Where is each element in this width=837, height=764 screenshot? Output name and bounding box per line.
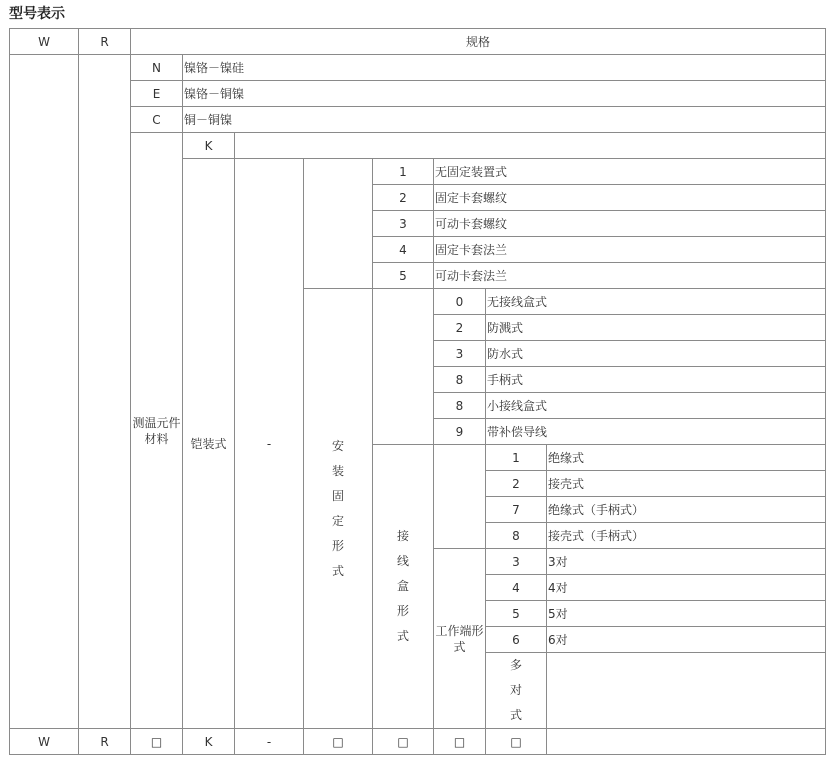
junction-box-code: 9 — [434, 419, 486, 445]
pairs-code: 3 — [486, 549, 547, 575]
junction-box-code: 2 — [434, 315, 486, 341]
pairs-empty-cell — [547, 653, 826, 729]
pairs-code: 4 — [486, 575, 547, 601]
working-end-label: 工作端形式 — [434, 549, 486, 729]
junction-box-name: 防水式 — [486, 341, 826, 367]
footer-empty-cell — [547, 729, 826, 755]
working-end-name: 接壳式（手柄式） — [547, 523, 826, 549]
footer-w: W — [10, 729, 79, 755]
mounting-spacer — [304, 159, 373, 289]
armor-empty-cell — [235, 133, 826, 159]
mounting-name: 固定卡套法兰 — [434, 237, 826, 263]
mounting-code: 3 — [373, 211, 434, 237]
material-label: 测温元件材料 — [131, 133, 183, 729]
material-row — [10, 81, 826, 107]
footer-box: □ — [373, 729, 434, 755]
junction-box-name: 小接线盒式 — [486, 393, 826, 419]
pairs-label — [486, 653, 547, 729]
armor-code: K — [183, 133, 235, 159]
footer-k: K — [183, 729, 235, 755]
armor-row — [10, 133, 826, 159]
pairs-name: 4对 — [547, 575, 826, 601]
material-code: N — [131, 55, 183, 81]
pairs-code: 6 — [486, 627, 547, 653]
header-row — [10, 29, 826, 55]
footer-material: □ — [131, 729, 183, 755]
junction-box-name: 手柄式 — [486, 367, 826, 393]
r-column-cell — [79, 55, 131, 729]
material-row — [10, 107, 826, 133]
material-name: 铜－铜镍 — [183, 107, 826, 133]
working-end-code: 7 — [486, 497, 547, 523]
mounting-code: 1 — [373, 159, 434, 185]
pairs-name: 6对 — [547, 627, 826, 653]
footer-row — [10, 729, 826, 755]
junction-box-label — [373, 445, 434, 729]
header-spec: 规格 — [131, 29, 826, 55]
mounting-name: 无固定装置式 — [434, 159, 826, 185]
footer-r: R — [79, 729, 131, 755]
material-row — [10, 55, 826, 81]
working-end-spacer — [434, 445, 486, 549]
working-end-name: 接壳式 — [547, 471, 826, 497]
junction-box-name: 防溅式 — [486, 315, 826, 341]
mounting-name: 固定卡套螺纹 — [434, 185, 826, 211]
working-end-name: 绝缘式 — [547, 445, 826, 471]
footer-end: □ — [434, 729, 486, 755]
footer-mount: □ — [304, 729, 373, 755]
junction-box-spacer — [373, 289, 434, 445]
pairs-code: 5 — [486, 601, 547, 627]
header-w: W — [10, 29, 79, 55]
working-end-name: 绝缘式（手柄式） — [547, 497, 826, 523]
footer-dash: - — [235, 729, 304, 755]
junction-box-name: 带补偿导线 — [486, 419, 826, 445]
page-title: 型号表示 — [9, 6, 65, 22]
w-column-cell — [10, 55, 79, 729]
working-end-code: 1 — [486, 445, 547, 471]
mounting-name: 可动卡套法兰 — [434, 263, 826, 289]
pairs-name: 3对 — [547, 549, 826, 575]
material-code: C — [131, 107, 183, 133]
material-code: E — [131, 81, 183, 107]
armor-label: 铠装式 — [183, 159, 235, 729]
material-name: 镍铬－铜镍 — [183, 81, 826, 107]
pairs-name: 5对 — [547, 601, 826, 627]
working-end-code: 8 — [486, 523, 547, 549]
working-end-code: 2 — [486, 471, 547, 497]
header-r: R — [79, 29, 131, 55]
junction-box-code: 3 — [434, 341, 486, 367]
mounting-code: 2 — [373, 185, 434, 211]
mounting-name: 可动卡套螺纹 — [434, 211, 826, 237]
mounting-code: 5 — [373, 263, 434, 289]
junction-box-label-text: 接线盒形式 — [396, 529, 409, 643]
junction-box-code: 0 — [434, 289, 486, 315]
mounting-label-text: 安装固定形式 — [331, 438, 344, 578]
armor-dash: - — [235, 159, 304, 729]
junction-box-name: 无接线盒式 — [486, 289, 826, 315]
material-name: 镍铬－镍硅 — [183, 55, 826, 81]
pairs-label-text: 多对式 — [509, 658, 522, 722]
mounting-code: 4 — [373, 237, 434, 263]
junction-box-code: 8 — [434, 367, 486, 393]
footer-pair: □ — [486, 729, 547, 755]
junction-box-code: 8 — [434, 393, 486, 419]
mounting-label — [304, 289, 373, 729]
model-table — [9, 28, 826, 755]
